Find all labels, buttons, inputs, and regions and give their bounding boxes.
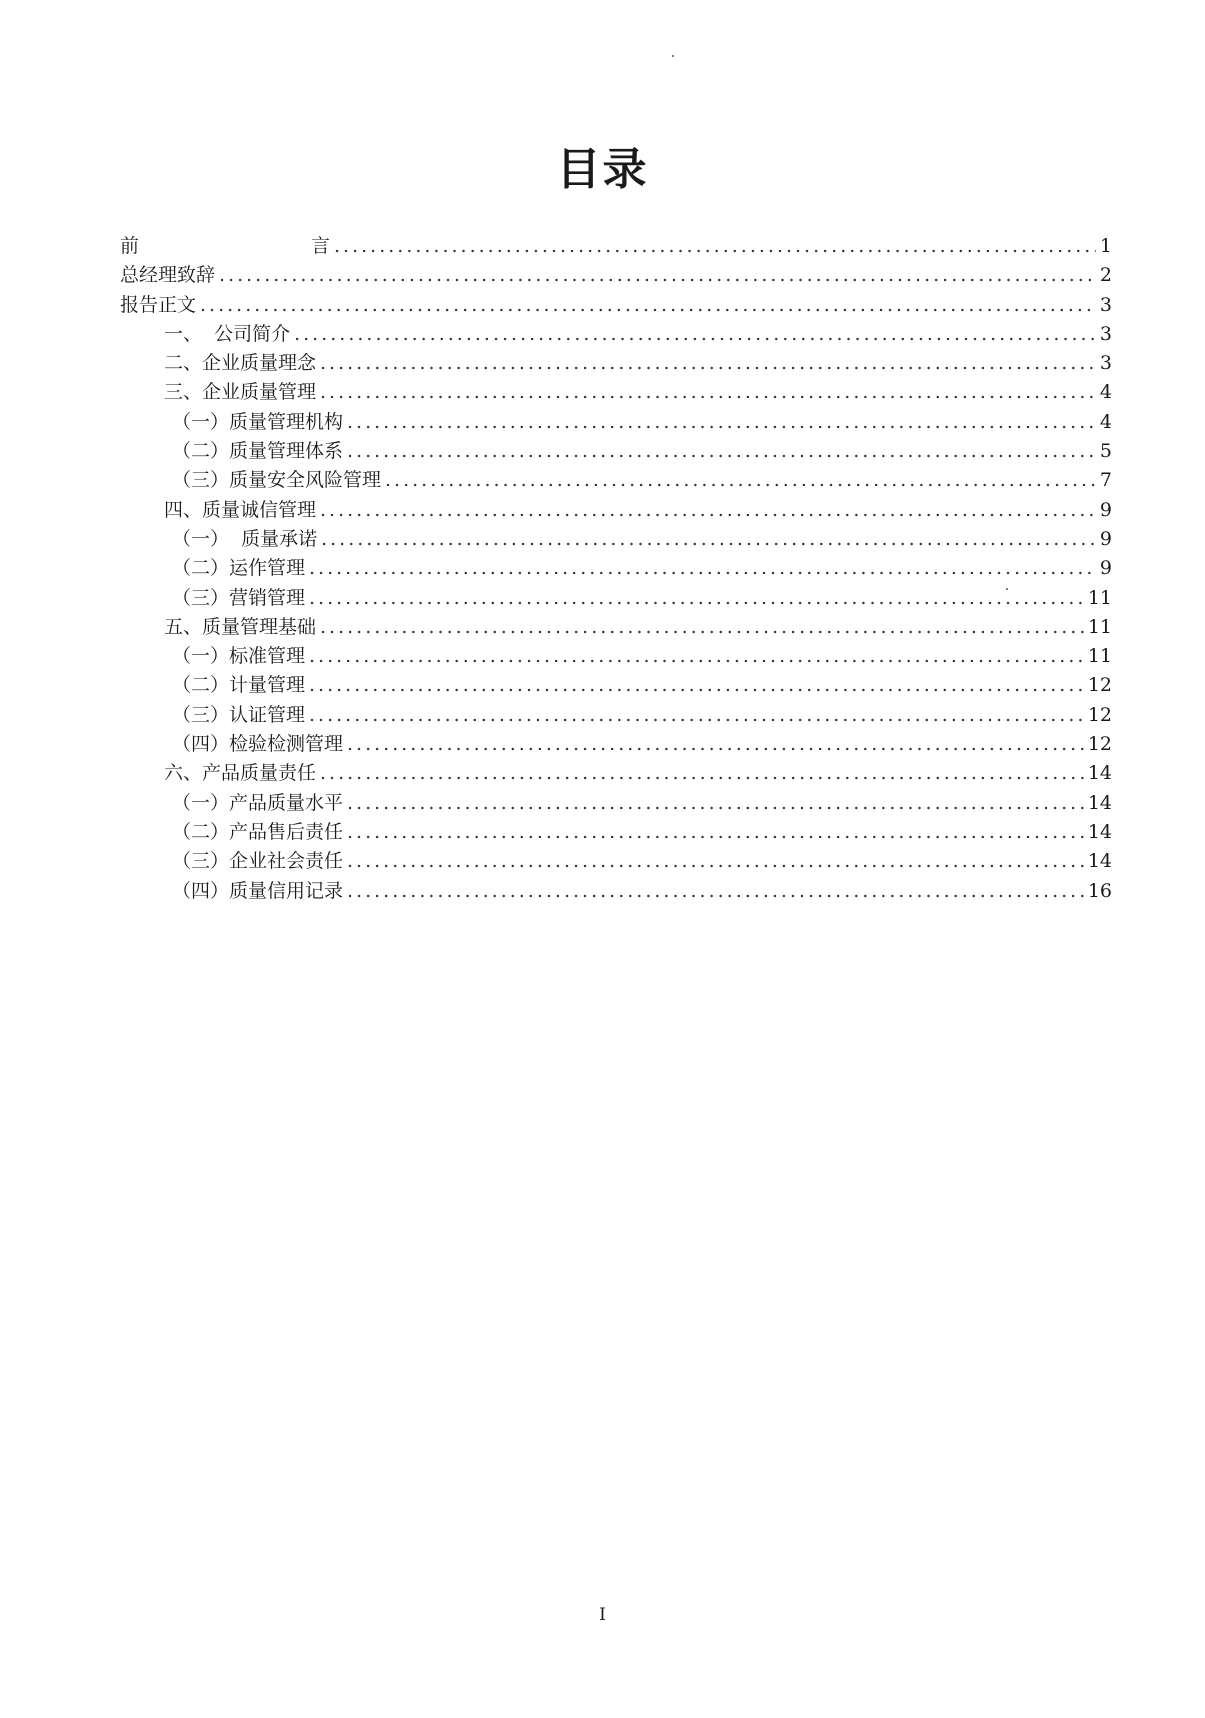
toc-entry-label: 总经理致辞 bbox=[120, 264, 216, 287]
toc-entry[interactable] bbox=[120, 320, 1112, 349]
page-number: I bbox=[599, 1605, 606, 1625]
toc-leader-dots bbox=[309, 642, 1084, 671]
toc-leader-dots bbox=[320, 496, 1096, 525]
toc-leader-dots bbox=[347, 847, 1084, 876]
toc-entry-preface[interactable] bbox=[120, 232, 1112, 261]
toc-entry-page: 11 bbox=[1087, 645, 1112, 668]
toc-entry-label: 一、 公司简介 bbox=[164, 322, 291, 345]
toc-leader-dots bbox=[309, 701, 1084, 730]
table-of-contents bbox=[120, 232, 1112, 906]
toc-entry-label: （一） 质量承诺 bbox=[172, 527, 318, 550]
toc-leader-dots bbox=[320, 349, 1096, 378]
toc-entry-page: 4 bbox=[1099, 410, 1112, 433]
toc-leader-dots bbox=[309, 554, 1096, 583]
toc-entry[interactable] bbox=[120, 847, 1112, 876]
toc-entry[interactable] bbox=[120, 642, 1112, 671]
toc-entry[interactable] bbox=[120, 759, 1112, 788]
toc-entry[interactable] bbox=[120, 554, 1112, 583]
toc-entry-label: （三）质量安全风险管理 bbox=[172, 469, 382, 492]
toc-entry[interactable] bbox=[120, 671, 1112, 700]
toc-entry-label: （二）计量管理 bbox=[172, 674, 306, 697]
toc-leader-dots bbox=[385, 466, 1096, 495]
toc-entry-page: 2 bbox=[1099, 264, 1112, 287]
toc-entry-page: 12 bbox=[1087, 703, 1112, 726]
toc-entry[interactable] bbox=[120, 877, 1112, 906]
toc-leader-dots bbox=[309, 671, 1084, 700]
toc-leader-dots bbox=[347, 789, 1084, 818]
toc-leader-dots bbox=[320, 759, 1084, 788]
toc-leader-dots bbox=[347, 818, 1084, 847]
toc-entry-page: 7 bbox=[1099, 469, 1112, 492]
toc-leader-dots bbox=[309, 584, 1084, 613]
toc-entry-page: 11 bbox=[1087, 586, 1112, 609]
toc-entry-page: 9 bbox=[1099, 498, 1112, 521]
toc-entry[interactable] bbox=[120, 349, 1112, 378]
page-title: 目录 bbox=[556, 144, 649, 195]
toc-leader-dots bbox=[320, 613, 1084, 642]
toc-entry-page: 14 bbox=[1087, 791, 1112, 814]
toc-entry-label: （四）检验检测管理 bbox=[172, 733, 344, 756]
toc-entry[interactable] bbox=[120, 701, 1112, 730]
toc-entry-label: 五、质量管理基础 bbox=[164, 615, 317, 638]
toc-entry[interactable] bbox=[120, 496, 1112, 525]
toc-entry-page: 14 bbox=[1087, 762, 1112, 785]
toc-entry[interactable] bbox=[120, 730, 1112, 759]
toc-entry-page: 14 bbox=[1087, 850, 1112, 873]
toc-entry-label: 三、企业质量管理 bbox=[164, 381, 317, 404]
toc-entry[interactable] bbox=[120, 261, 1112, 290]
toc-entry-page: 11 bbox=[1087, 615, 1112, 638]
toc-entry-label: （四）质量信用记录 bbox=[172, 879, 344, 902]
toc-entry-page: 12 bbox=[1087, 733, 1112, 756]
toc-entry[interactable] bbox=[120, 291, 1112, 320]
toc-entry[interactable] bbox=[120, 378, 1112, 407]
toc-leader-dots bbox=[200, 291, 1096, 320]
toc-entry-label: （二）质量管理体系 bbox=[172, 440, 344, 463]
toc-entry-label: 报告正文 bbox=[120, 293, 197, 316]
toc-entry-page: 3 bbox=[1099, 322, 1112, 345]
toc-entry-label: （三）企业社会责任 bbox=[172, 850, 344, 873]
toc-entry-page: 4 bbox=[1099, 381, 1112, 404]
toc-entry-page: 3 bbox=[1099, 293, 1112, 316]
toc-entry-label: 二、企业质量理念 bbox=[164, 352, 317, 375]
toc-entry[interactable] bbox=[120, 525, 1112, 554]
toc-entry[interactable] bbox=[120, 818, 1112, 847]
toc-leader-dots bbox=[347, 877, 1084, 906]
toc-entry-label: （二）运作管理 bbox=[172, 557, 306, 580]
toc-leader-dots bbox=[320, 378, 1096, 407]
toc-entry-label: （三）认证管理 bbox=[172, 703, 306, 726]
toc-entry[interactable] bbox=[120, 584, 1112, 613]
toc-entry-label: （一）标准管理 bbox=[172, 645, 306, 668]
toc-leader-dots bbox=[334, 232, 1096, 261]
toc-entry-page: 16 bbox=[1087, 879, 1112, 902]
toc-entry-label: （一）质量管理机构 bbox=[172, 410, 344, 433]
toc-leader-dots bbox=[347, 408, 1096, 437]
toc-entry[interactable] bbox=[120, 613, 1112, 642]
toc-leader-dots bbox=[347, 730, 1084, 759]
toc-entry[interactable] bbox=[120, 466, 1112, 495]
toc-entry-label: （一）产品质量水平 bbox=[172, 791, 344, 814]
toc-entry[interactable] bbox=[120, 408, 1112, 437]
toc-entry-page: 14 bbox=[1087, 820, 1112, 843]
scan-speck bbox=[672, 55, 674, 57]
toc-entry-label: （三）营销管理 bbox=[172, 586, 306, 609]
toc-entry-page: 5 bbox=[1099, 440, 1112, 463]
toc-entry-page: 1 bbox=[1099, 235, 1112, 257]
toc-leader-dots bbox=[321, 525, 1096, 554]
toc-entry-label: 六、产品质量责任 bbox=[164, 762, 317, 785]
toc-entry-page: 12 bbox=[1087, 674, 1112, 697]
toc-entry[interactable] bbox=[120, 437, 1112, 466]
toc-leader-dots bbox=[294, 320, 1096, 349]
toc-entry-label: （二）产品售后责任 bbox=[172, 820, 344, 843]
toc-leader-dots bbox=[347, 437, 1096, 466]
toc-leader-dots bbox=[219, 261, 1096, 290]
toc-entry-page: 3 bbox=[1099, 352, 1112, 375]
toc-entry[interactable] bbox=[120, 789, 1112, 818]
toc-entry-label: 四、质量诚信管理 bbox=[164, 498, 317, 521]
toc-entry-label: 前 言 bbox=[120, 235, 330, 257]
toc-entry-page: 9 bbox=[1099, 527, 1112, 550]
toc-entry-page: 9 bbox=[1099, 557, 1112, 580]
